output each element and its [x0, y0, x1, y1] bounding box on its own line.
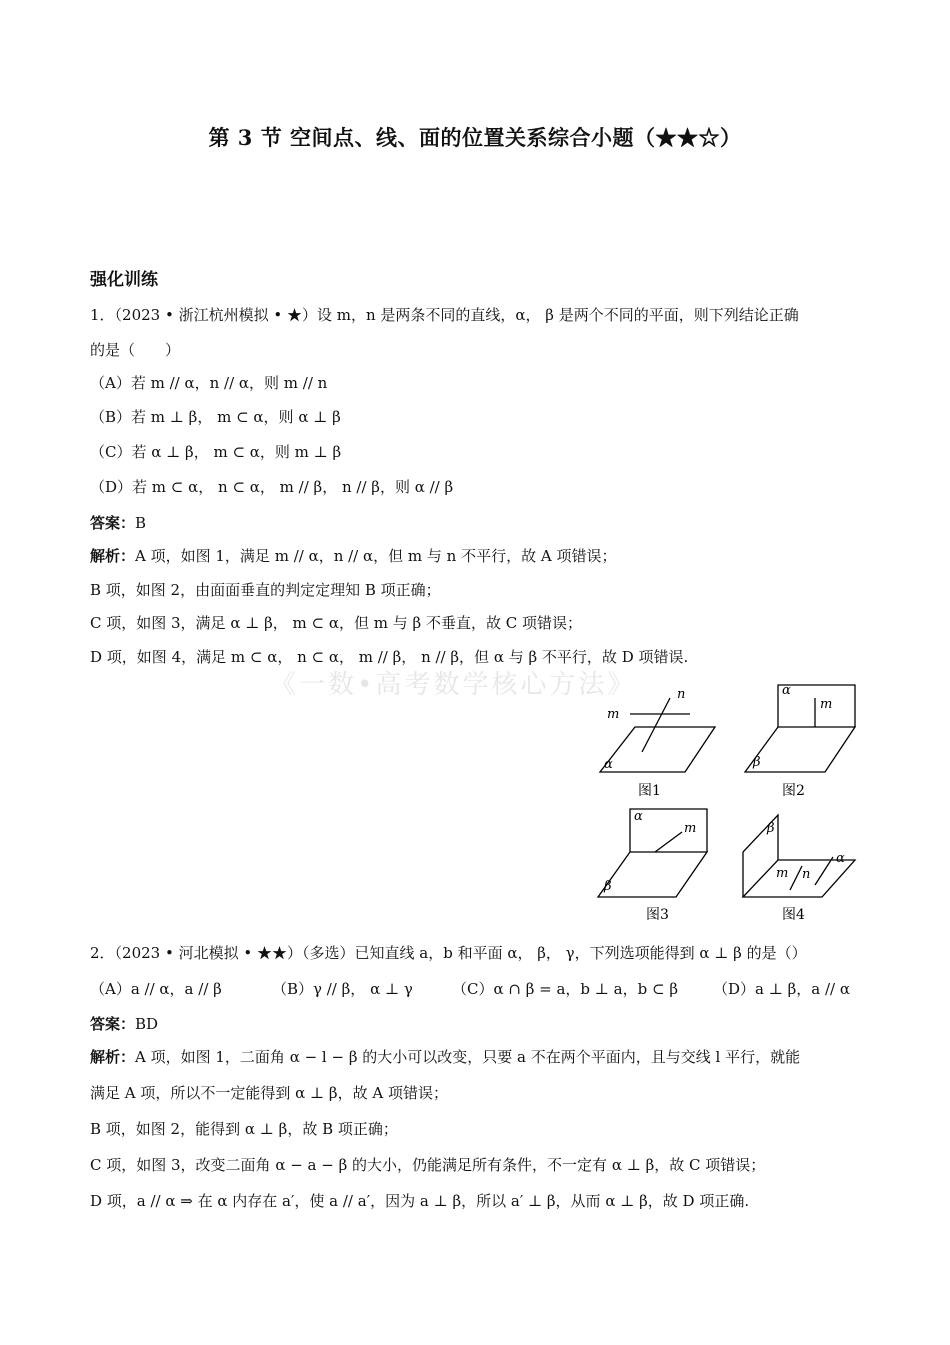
q2-stem: 2．（2023 • 河北模拟 • ★★）（多选）已知直线 a，b 和平面 α， β， γ，下列选项能得到 α ⊥ β 的是（） [90, 944, 807, 962]
fig1-label-m: m [607, 707, 620, 722]
q2-analysis-4: C 项，如图 3，改变二面角 α − a − β 的大小，仍能满足所有条件，不一定有 α ⊥ β，故 C 项错误； [90, 1156, 766, 1174]
q1-option-d: （D）若 m ⊂ α， n ⊂ α， m // β， n // β，则 α // β [90, 478, 454, 496]
q2-answer [90, 1014, 158, 1034]
fig3-label-beta: β [604, 879, 612, 894]
fig3-caption: 图3 [646, 907, 669, 923]
fig4-label-m: m [776, 866, 789, 881]
q1-option-c: （C）若 α ⊥ β， m ⊂ α，则 m ⊥ β [90, 443, 342, 461]
q1-analysis-4: D 项，如图 4，满足 m ⊂ α， n ⊂ α， m // β， n // β，但 α 与 β 不平行，故 D 项错误. [90, 648, 689, 666]
q2-analysis-3: B 项，如图 2，能得到 α ⊥ β，故 B 项正确； [90, 1120, 398, 1138]
fig2-label-alpha: α [782, 683, 791, 698]
q2-analysis-1-text: A 项，如图 1，二面角 α − l − β 的大小可以改变，只要 a 不在两个平面内，且与交线 l 平行，就能 [135, 1048, 801, 1066]
q2-option-b: （B）γ // β， α ⊥ γ [272, 980, 413, 998]
q1-stem-line1: 1．（2023 • 浙江杭州模拟 • ★）设 m，n 是两条不同的直线，α， β 是两个不同的平面，则下列结论正确 [90, 306, 799, 324]
fig4-label-n: n [802, 867, 811, 882]
q1-analysis-1-text: A 项，如图 1，满足 m // α，n // α，但 m 与 n 不平行，故 A 项错误； [135, 547, 617, 565]
watermark: 《一数•高考数学核心方法》 [270, 670, 637, 700]
fig3-label-m: m [684, 821, 697, 836]
q2-analysis-1 [90, 1047, 800, 1067]
q1-option-b: （B）若 m ⊥ β， m ⊂ α，则 α ⊥ β [90, 408, 341, 426]
fig4-label-alpha: α [836, 851, 845, 866]
fig2-caption: 图2 [782, 783, 805, 799]
q1-analysis-1 [90, 546, 616, 566]
q1-analysis-label: 解析： [90, 547, 136, 565]
q2-option-a: （A）a // α，a // β [90, 980, 222, 998]
q2-analysis-5: D 项，a // α ⇒ 在 α 内存在 a′，使 a // a′，因为 a ⊥ β，所以 a′ ⊥ β，从而 α ⊥ β，故 D 项正确. [90, 1192, 750, 1210]
q1-answer [90, 513, 146, 533]
fig1-label-alpha: α [604, 757, 613, 772]
fig2-label-beta: β [753, 755, 761, 770]
fig1-label-n: n [677, 687, 686, 702]
figure-2 [745, 685, 855, 772]
q2-answer-value: BD [135, 1015, 159, 1033]
q2-option-d: （D）a ⊥ β，a // α [713, 980, 850, 998]
q2-analysis-2: 满足 A 项，所以不一定能得到 α ⊥ β，故 A 项错误； [90, 1084, 448, 1102]
fig1-caption: 图1 [638, 783, 661, 799]
q1-analysis-3: C 项，如图 3，满足 α ⊥ β， m ⊂ α，但 m 与 β 不垂直，故 C 项错误； [90, 614, 582, 632]
q1-analysis-2: B 项，如图 2，由面面垂直的判定定理知 B 项正确； [90, 581, 441, 599]
q2-analysis-label: 解析： [90, 1048, 136, 1066]
q1-answer-value: B [135, 514, 147, 532]
q1-stem-line2: 的是（ ） [90, 341, 181, 359]
fig2-label-m: m [820, 697, 833, 712]
section-heading: 强化训练 [90, 270, 158, 290]
q2-answer-label: 答案： [90, 1015, 136, 1033]
page-title: 第 3 节 空间点、线、面的位置关系综合小题（★★☆） [208, 125, 742, 150]
fig4-caption: 图4 [782, 907, 805, 923]
figures-panel [590, 680, 870, 930]
q1-option-a: （A）若 m // α，n // α，则 m // n [90, 374, 328, 392]
fig4-label-beta: β [767, 821, 775, 836]
q2-option-c: （C）α ∩ β = a，b ⊥ a，b ⊂ β [452, 980, 678, 998]
q1-answer-label: 答案： [90, 514, 136, 532]
fig3-label-alpha: α [634, 809, 643, 824]
